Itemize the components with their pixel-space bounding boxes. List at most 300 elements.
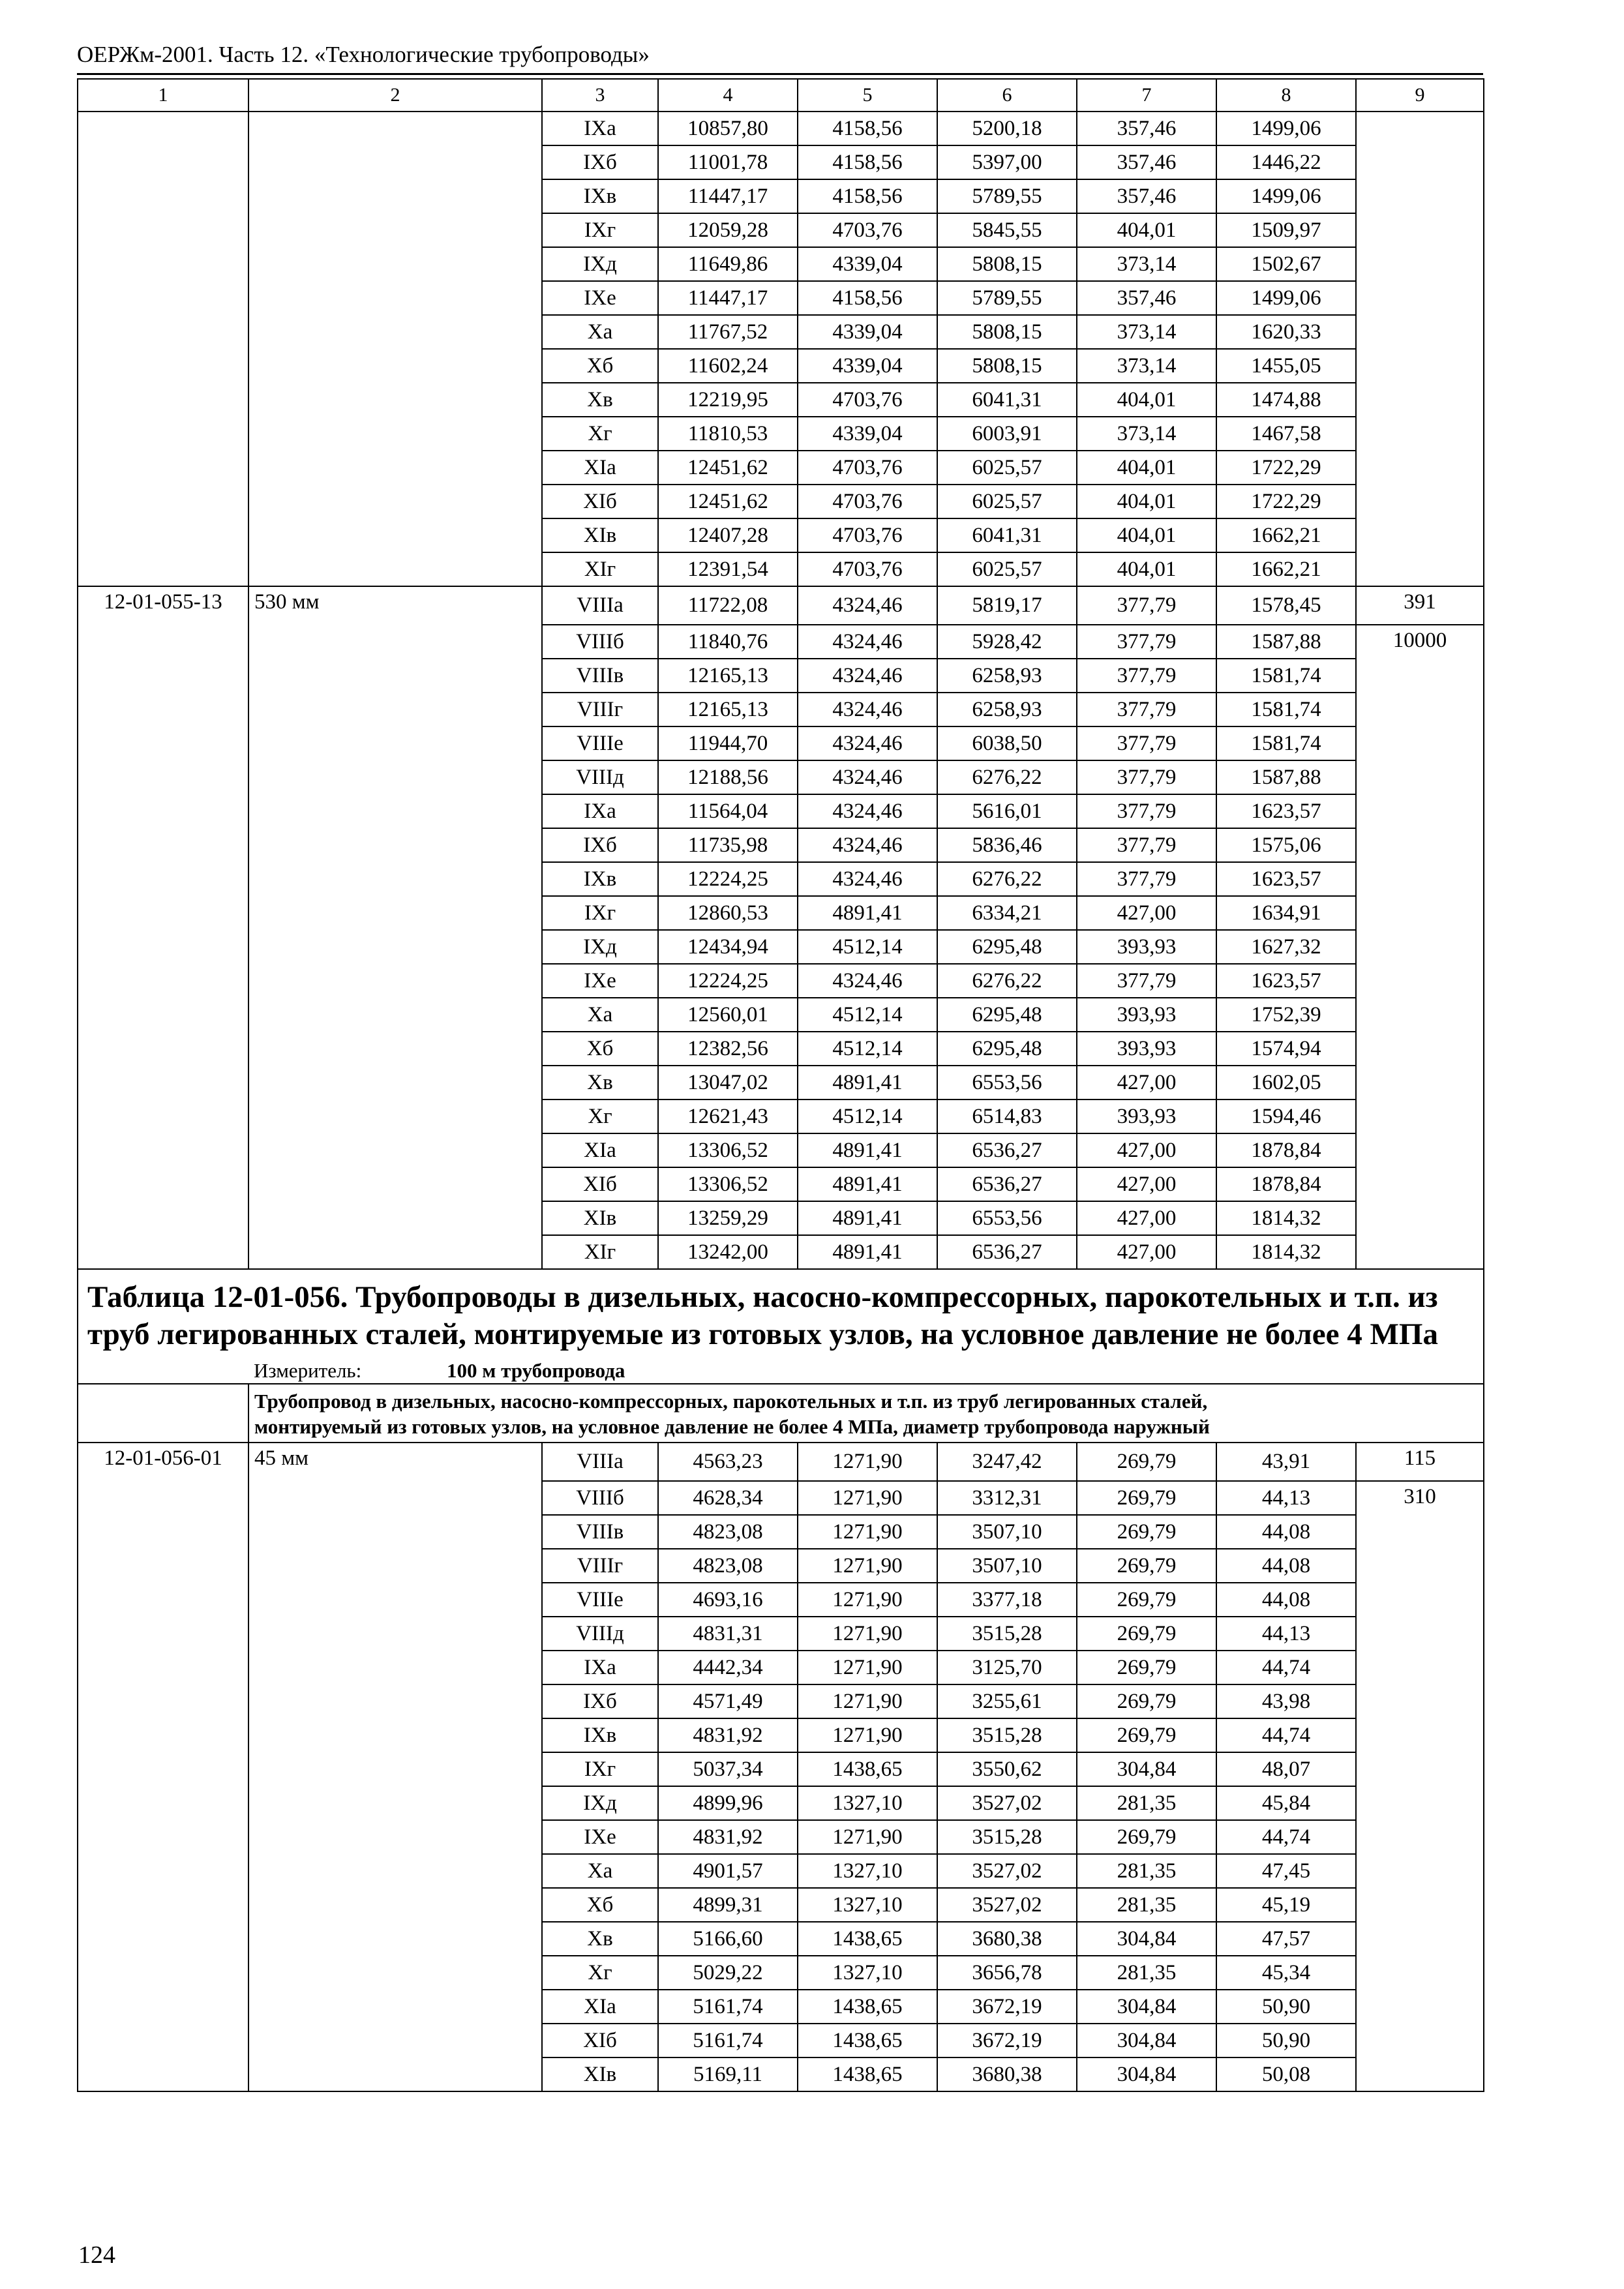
region-zone: VIIIб bbox=[542, 625, 658, 659]
cost-value: 44,08 bbox=[1216, 1583, 1356, 1617]
cost-value: 404,01 bbox=[1077, 518, 1216, 552]
column-number: 4 bbox=[658, 79, 798, 112]
cost-value: 4324,46 bbox=[798, 726, 937, 760]
cost-value: 4158,56 bbox=[798, 145, 937, 179]
cost-value: 6038,50 bbox=[937, 726, 1077, 760]
resource-code: 310 bbox=[1356, 1481, 1484, 2091]
cost-value: 13242,00 bbox=[658, 1235, 798, 1269]
cost-value: 377,79 bbox=[1077, 693, 1216, 726]
cost-value: 1455,05 bbox=[1216, 349, 1356, 383]
cost-value: 4628,34 bbox=[658, 1481, 798, 1515]
cost-value: 13306,52 bbox=[658, 1167, 798, 1201]
cost-value: 1271,90 bbox=[798, 1684, 937, 1718]
cost-value: 1271,90 bbox=[798, 1549, 937, 1583]
cost-value: 1581,74 bbox=[1216, 726, 1356, 760]
cost-value: 3672,19 bbox=[937, 2024, 1077, 2057]
column-number: 5 bbox=[798, 79, 937, 112]
cost-value: 4339,04 bbox=[798, 349, 937, 383]
cost-value: 4512,14 bbox=[798, 1100, 937, 1133]
region-zone: Xв bbox=[542, 1922, 658, 1956]
region-zone: XIг bbox=[542, 552, 658, 586]
cost-value: 6276,22 bbox=[937, 964, 1077, 998]
cost-value: 1446,22 bbox=[1216, 145, 1356, 179]
cost-value: 12224,25 bbox=[658, 862, 798, 896]
cost-value: 1634,91 bbox=[1216, 896, 1356, 930]
cost-value: 377,79 bbox=[1077, 828, 1216, 862]
cost-value: 6025,57 bbox=[937, 451, 1077, 485]
region-zone: Xб bbox=[542, 1888, 658, 1922]
cost-value: 6258,93 bbox=[937, 659, 1077, 693]
cost-value: 1271,90 bbox=[798, 1617, 937, 1651]
cost-value: 11767,52 bbox=[658, 315, 798, 349]
region-zone: IXг bbox=[542, 1752, 658, 1786]
cost-value: 3507,10 bbox=[937, 1549, 1077, 1583]
description-line: Трубопровод в дизельных, насосно-компрессорных, парокотельных и т.п. из труб легированных сталей, bbox=[254, 1390, 1208, 1413]
cost-value: 12451,62 bbox=[658, 451, 798, 485]
cost-value: 3515,28 bbox=[937, 1718, 1077, 1752]
cost-value: 12165,13 bbox=[658, 659, 798, 693]
cost-value: 1662,21 bbox=[1216, 518, 1356, 552]
region-zone: Xг bbox=[542, 1100, 658, 1133]
cost-value: 4158,56 bbox=[798, 281, 937, 315]
cost-value: 6003,91 bbox=[937, 417, 1077, 451]
region-zone: XIг bbox=[542, 1235, 658, 1269]
cost-value: 1620,33 bbox=[1216, 315, 1356, 349]
region-zone: VIIIб bbox=[542, 1481, 658, 1515]
cost-value: 1271,90 bbox=[798, 1651, 937, 1684]
cost-value: 5819,17 bbox=[937, 586, 1077, 625]
cost-value: 6334,21 bbox=[937, 896, 1077, 930]
cost-value: 1581,74 bbox=[1216, 659, 1356, 693]
cost-value: 4703,76 bbox=[798, 518, 937, 552]
cost-value: 6025,57 bbox=[937, 485, 1077, 518]
cost-value: 4324,46 bbox=[798, 760, 937, 794]
cost-value: 377,79 bbox=[1077, 726, 1216, 760]
meter-row bbox=[78, 1357, 1484, 1384]
cost-value: 1467,58 bbox=[1216, 417, 1356, 451]
cost-value: 377,79 bbox=[1077, 625, 1216, 659]
cost-value: 1814,32 bbox=[1216, 1201, 1356, 1235]
cost-value: 1499,06 bbox=[1216, 112, 1356, 145]
cost-value: 4703,76 bbox=[798, 213, 937, 247]
region-zone: IXд bbox=[542, 1786, 658, 1820]
cost-value: 5200,18 bbox=[937, 112, 1077, 145]
cost-value: 44,74 bbox=[1216, 1651, 1356, 1684]
cost-value: 4891,41 bbox=[798, 896, 937, 930]
cost-value: 1722,29 bbox=[1216, 485, 1356, 518]
pipe-diameter bbox=[248, 112, 542, 586]
cost-value: 427,00 bbox=[1077, 1235, 1216, 1269]
cost-value: 4831,92 bbox=[658, 1718, 798, 1752]
cost-value: 11447,17 bbox=[658, 281, 798, 315]
cost-value: 4703,76 bbox=[798, 383, 937, 417]
cost-value: 4512,14 bbox=[798, 930, 937, 964]
cost-value: 357,46 bbox=[1077, 179, 1216, 213]
region-zone: XIб bbox=[542, 2024, 658, 2057]
cost-value: 4324,46 bbox=[798, 828, 937, 862]
cost-value: 1271,90 bbox=[798, 1583, 937, 1617]
cost-value: 1578,45 bbox=[1216, 586, 1356, 625]
cost-value: 1327,10 bbox=[798, 1854, 937, 1888]
cost-value: 5789,55 bbox=[937, 179, 1077, 213]
cost-value: 1627,32 bbox=[1216, 930, 1356, 964]
cost-value: 12188,56 bbox=[658, 760, 798, 794]
cost-value: 3680,38 bbox=[937, 1922, 1077, 1956]
cost-value: 5808,15 bbox=[937, 247, 1077, 281]
cost-value: 377,79 bbox=[1077, 862, 1216, 896]
table-row bbox=[78, 586, 1484, 625]
cost-value: 269,79 bbox=[1077, 1651, 1216, 1684]
cost-value: 1327,10 bbox=[798, 1956, 937, 1990]
cost-value: 12165,13 bbox=[658, 693, 798, 726]
rate-code: 12-01-055-13 bbox=[78, 586, 248, 1269]
cost-value: 4703,76 bbox=[798, 485, 937, 518]
cost-value: 1438,65 bbox=[798, 1752, 937, 1786]
cost-value: 4339,04 bbox=[798, 417, 937, 451]
region-zone: VIIIг bbox=[542, 693, 658, 726]
cost-value: 404,01 bbox=[1077, 383, 1216, 417]
cost-value: 5808,15 bbox=[937, 315, 1077, 349]
cost-value: 12451,62 bbox=[658, 485, 798, 518]
region-zone: XIа bbox=[542, 1133, 658, 1167]
description-row bbox=[78, 1384, 1484, 1443]
table-row bbox=[78, 112, 1484, 145]
cost-value: 1499,06 bbox=[1216, 281, 1356, 315]
cost-value: 50,90 bbox=[1216, 1990, 1356, 2024]
cost-value: 1662,21 bbox=[1216, 552, 1356, 586]
cost-value: 269,79 bbox=[1077, 1583, 1216, 1617]
cost-value: 1587,88 bbox=[1216, 760, 1356, 794]
cost-value: 3255,61 bbox=[937, 1684, 1077, 1718]
cost-value: 5037,34 bbox=[658, 1752, 798, 1786]
cost-value: 269,79 bbox=[1077, 1617, 1216, 1651]
cost-value: 5397,00 bbox=[937, 145, 1077, 179]
cost-value: 12560,01 bbox=[658, 998, 798, 1032]
cost-value: 4703,76 bbox=[798, 552, 937, 586]
cost-value: 6041,31 bbox=[937, 518, 1077, 552]
cost-value: 1438,65 bbox=[798, 1990, 937, 2024]
column-number: 8 bbox=[1216, 79, 1356, 112]
cost-value: 1499,06 bbox=[1216, 179, 1356, 213]
cost-value: 357,46 bbox=[1077, 112, 1216, 145]
cost-value: 1438,65 bbox=[798, 1922, 937, 1956]
region-zone: Xа bbox=[542, 998, 658, 1032]
cost-value: 4512,14 bbox=[798, 1032, 937, 1066]
column-number: 3 bbox=[542, 79, 658, 112]
cost-value: 1474,88 bbox=[1216, 383, 1356, 417]
cost-value: 6041,31 bbox=[937, 383, 1077, 417]
column-number: 9 bbox=[1356, 79, 1484, 112]
cost-value: 1602,05 bbox=[1216, 1066, 1356, 1100]
region-zone: IXб bbox=[542, 145, 658, 179]
region-zone: IXа bbox=[542, 794, 658, 828]
cost-value: 1594,46 bbox=[1216, 1100, 1356, 1133]
header-rule bbox=[77, 73, 1483, 75]
cost-value: 269,79 bbox=[1077, 1684, 1216, 1718]
cost-value: 393,93 bbox=[1077, 1100, 1216, 1133]
cost-value: 12434,94 bbox=[658, 930, 798, 964]
cost-value: 269,79 bbox=[1077, 1481, 1216, 1515]
cost-value: 4571,49 bbox=[658, 1684, 798, 1718]
region-zone: IXб bbox=[542, 1684, 658, 1718]
cost-value: 12219,95 bbox=[658, 383, 798, 417]
cost-value: 1271,90 bbox=[798, 1718, 937, 1752]
region-zone: IXе bbox=[542, 964, 658, 998]
cost-value: 5808,15 bbox=[937, 349, 1077, 383]
cost-value: 45,19 bbox=[1216, 1888, 1356, 1922]
section-title-row bbox=[78, 1269, 1484, 1357]
cost-value: 4324,46 bbox=[798, 964, 937, 998]
cost-value: 13306,52 bbox=[658, 1133, 798, 1167]
cost-value: 1878,84 bbox=[1216, 1167, 1356, 1201]
cost-value: 4899,31 bbox=[658, 1888, 798, 1922]
cost-value: 269,79 bbox=[1077, 1515, 1216, 1549]
cost-value: 5161,74 bbox=[658, 1990, 798, 2024]
cost-value: 44,13 bbox=[1216, 1481, 1356, 1515]
cost-value: 4891,41 bbox=[798, 1066, 937, 1100]
cost-value: 304,84 bbox=[1077, 2024, 1216, 2057]
column-number: 6 bbox=[937, 79, 1077, 112]
cost-value: 304,84 bbox=[1077, 1752, 1216, 1786]
cost-value: 3680,38 bbox=[937, 2057, 1077, 2091]
cost-value: 44,13 bbox=[1216, 1617, 1356, 1651]
cost-value: 373,14 bbox=[1077, 315, 1216, 349]
cost-value: 11649,86 bbox=[658, 247, 798, 281]
region-zone: IXа bbox=[542, 1651, 658, 1684]
region-zone: XIб bbox=[542, 1167, 658, 1201]
cost-value: 4823,08 bbox=[658, 1549, 798, 1583]
cost-value: 1752,39 bbox=[1216, 998, 1356, 1032]
region-zone: IXг bbox=[542, 896, 658, 930]
cost-value: 3125,70 bbox=[937, 1651, 1077, 1684]
cost-value: 11447,17 bbox=[658, 179, 798, 213]
cost-value: 6295,48 bbox=[937, 1032, 1077, 1066]
meter-value: 100 м трубопровода bbox=[447, 1358, 625, 1382]
cost-value: 47,57 bbox=[1216, 1922, 1356, 1956]
region-zone: IXв bbox=[542, 862, 658, 896]
cost-value: 427,00 bbox=[1077, 1167, 1216, 1201]
cost-value: 4693,16 bbox=[658, 1583, 798, 1617]
region-zone: IXе bbox=[542, 281, 658, 315]
cost-value: 4891,41 bbox=[798, 1133, 937, 1167]
cost-value: 11564,04 bbox=[658, 794, 798, 828]
cost-value: 48,07 bbox=[1216, 1752, 1356, 1786]
cost-value: 6514,83 bbox=[937, 1100, 1077, 1133]
cost-value: 12621,43 bbox=[658, 1100, 798, 1133]
cost-value: 50,08 bbox=[1216, 2057, 1356, 2091]
cost-value: 3656,78 bbox=[937, 1956, 1077, 1990]
region-zone: XIв bbox=[542, 1201, 658, 1235]
meter-label: Измеритель: bbox=[254, 1358, 362, 1382]
cost-value: 4899,96 bbox=[658, 1786, 798, 1820]
region-zone: VIIIа bbox=[542, 586, 658, 625]
region-zone: XIв bbox=[542, 2057, 658, 2091]
cost-value: 3550,62 bbox=[937, 1752, 1077, 1786]
cost-value: 4339,04 bbox=[798, 247, 937, 281]
cost-value: 1574,94 bbox=[1216, 1032, 1356, 1066]
region-zone: XIв bbox=[542, 518, 658, 552]
cost-value: 404,01 bbox=[1077, 451, 1216, 485]
cost-value: 4324,46 bbox=[798, 794, 937, 828]
cost-value: 4324,46 bbox=[798, 659, 937, 693]
cost-value: 3515,28 bbox=[937, 1820, 1077, 1854]
page-number: 124 bbox=[78, 2241, 115, 2269]
cost-value: 50,90 bbox=[1216, 2024, 1356, 2057]
cost-value: 11602,24 bbox=[658, 349, 798, 383]
cost-value: 13047,02 bbox=[658, 1066, 798, 1100]
cost-value: 6553,56 bbox=[937, 1066, 1077, 1100]
cost-value: 44,74 bbox=[1216, 1718, 1356, 1752]
cost-value: 5845,55 bbox=[937, 213, 1077, 247]
cost-value: 11840,76 bbox=[658, 625, 798, 659]
cost-value: 5789,55 bbox=[937, 281, 1077, 315]
cost-value: 5616,01 bbox=[937, 794, 1077, 828]
page-header: ОЕРЖм-2001. Часть 12. «Технологические трубопроводы» bbox=[77, 42, 650, 67]
cost-value: 43,98 bbox=[1216, 1684, 1356, 1718]
cost-value: 4324,46 bbox=[798, 693, 937, 726]
cost-value: 43,91 bbox=[1216, 1443, 1356, 1481]
cost-value: 1327,10 bbox=[798, 1888, 937, 1922]
cost-value: 11944,70 bbox=[658, 726, 798, 760]
region-zone: IXд bbox=[542, 930, 658, 964]
description bbox=[248, 1384, 1484, 1443]
cost-value: 404,01 bbox=[1077, 552, 1216, 586]
cost-value: 6276,22 bbox=[937, 760, 1077, 794]
cost-value: 304,84 bbox=[1077, 1922, 1216, 1956]
cost-value: 45,84 bbox=[1216, 1786, 1356, 1820]
cost-value: 373,14 bbox=[1077, 247, 1216, 281]
cost-value: 11735,98 bbox=[658, 828, 798, 862]
cost-value: 1623,57 bbox=[1216, 862, 1356, 896]
region-zone: IXв bbox=[542, 179, 658, 213]
cost-value: 427,00 bbox=[1077, 896, 1216, 930]
cost-value: 4891,41 bbox=[798, 1167, 937, 1201]
cost-value: 6258,93 bbox=[937, 693, 1077, 726]
cost-value: 6295,48 bbox=[937, 930, 1077, 964]
resource-code: 10000 bbox=[1356, 625, 1484, 1269]
cost-value: 393,93 bbox=[1077, 998, 1216, 1032]
cost-value: 304,84 bbox=[1077, 2057, 1216, 2091]
cost-value: 1438,65 bbox=[798, 2024, 937, 2057]
cost-value: 11810,53 bbox=[658, 417, 798, 451]
pipe-diameter: 45 мм bbox=[248, 1443, 542, 2091]
cost-value: 281,35 bbox=[1077, 1888, 1216, 1922]
cost-value: 404,01 bbox=[1077, 485, 1216, 518]
cost-value: 281,35 bbox=[1077, 1854, 1216, 1888]
cost-value: 44,74 bbox=[1216, 1820, 1356, 1854]
cost-value: 13259,29 bbox=[658, 1201, 798, 1235]
region-zone: Xб bbox=[542, 349, 658, 383]
region-zone: Xб bbox=[542, 1032, 658, 1066]
cost-value: 4324,46 bbox=[798, 862, 937, 896]
cost-value: 1814,32 bbox=[1216, 1235, 1356, 1269]
column-number: 2 bbox=[248, 79, 542, 112]
cost-value: 45,34 bbox=[1216, 1956, 1356, 1990]
cost-value: 3515,28 bbox=[937, 1617, 1077, 1651]
cost-value: 281,35 bbox=[1077, 1786, 1216, 1820]
cost-value: 1271,90 bbox=[798, 1443, 937, 1481]
cost-value: 6276,22 bbox=[937, 862, 1077, 896]
cost-value: 4324,46 bbox=[798, 625, 937, 659]
cost-value: 3527,02 bbox=[937, 1786, 1077, 1820]
cost-value: 10857,80 bbox=[658, 112, 798, 145]
cost-value: 6025,57 bbox=[937, 552, 1077, 586]
table-title: Таблица 12-01-056. Трубопроводы в дизельных, насосно-компрессорных, парокотельных и т.п. из труб легированных сталей, монтируемые из готовых узлов, на условное давление не более 4 МПа bbox=[78, 1269, 1484, 1357]
cost-value: 4512,14 bbox=[798, 998, 937, 1032]
region-zone: Xг bbox=[542, 417, 658, 451]
cost-value: 4563,23 bbox=[658, 1443, 798, 1481]
cost-value: 4891,41 bbox=[798, 1201, 937, 1235]
rates-table-body bbox=[78, 79, 1484, 2091]
region-zone: Xв bbox=[542, 383, 658, 417]
cost-value: 393,93 bbox=[1077, 1032, 1216, 1066]
region-zone: VIIIе bbox=[542, 1583, 658, 1617]
cost-value: 1271,90 bbox=[798, 1481, 937, 1515]
cost-value: 47,45 bbox=[1216, 1854, 1356, 1888]
cost-value: 12407,28 bbox=[658, 518, 798, 552]
cost-value: 427,00 bbox=[1077, 1201, 1216, 1235]
cost-value: 1327,10 bbox=[798, 1786, 937, 1820]
cost-value: 1722,29 bbox=[1216, 451, 1356, 485]
cost-value: 5836,46 bbox=[937, 828, 1077, 862]
resource-code bbox=[1356, 112, 1484, 586]
region-zone: VIIIв bbox=[542, 659, 658, 693]
region-zone: IXа bbox=[542, 112, 658, 145]
cost-value: 11001,78 bbox=[658, 145, 798, 179]
cost-value: 4339,04 bbox=[798, 315, 937, 349]
cost-value: 4442,34 bbox=[658, 1651, 798, 1684]
cost-value: 6536,27 bbox=[937, 1235, 1077, 1269]
region-zone: IXг bbox=[542, 213, 658, 247]
region-zone: VIIIг bbox=[542, 1549, 658, 1583]
cost-value: 269,79 bbox=[1077, 1443, 1216, 1481]
cost-value: 4823,08 bbox=[658, 1515, 798, 1549]
cost-value: 269,79 bbox=[1077, 1549, 1216, 1583]
rate-code: 12-01-056-01 bbox=[78, 1443, 248, 2091]
region-zone: Xв bbox=[542, 1066, 658, 1100]
column-number-row bbox=[78, 79, 1484, 112]
cost-value: 44,08 bbox=[1216, 1549, 1356, 1583]
cost-value: 3672,19 bbox=[937, 1990, 1077, 2024]
cost-value: 4703,76 bbox=[798, 451, 937, 485]
region-zone: XIа bbox=[542, 451, 658, 485]
cost-value: 1502,67 bbox=[1216, 247, 1356, 281]
cost-value: 1271,90 bbox=[798, 1515, 937, 1549]
region-zone: Xг bbox=[542, 1956, 658, 1990]
cost-value: 12391,54 bbox=[658, 552, 798, 586]
cost-value: 377,79 bbox=[1077, 964, 1216, 998]
cost-value: 4831,92 bbox=[658, 1820, 798, 1854]
cost-value: 6553,56 bbox=[937, 1201, 1077, 1235]
pipe-diameter: 530 мм bbox=[248, 586, 542, 1269]
cost-value: 1623,57 bbox=[1216, 794, 1356, 828]
cost-value: 44,08 bbox=[1216, 1515, 1356, 1549]
cost-value: 3247,42 bbox=[937, 1443, 1077, 1481]
cost-value: 269,79 bbox=[1077, 1718, 1216, 1752]
cost-value: 12860,53 bbox=[658, 896, 798, 930]
cost-value: 4324,46 bbox=[798, 586, 937, 625]
meter-spacer bbox=[78, 1357, 248, 1384]
cost-value: 357,46 bbox=[1077, 281, 1216, 315]
cost-value: 1438,65 bbox=[798, 2057, 937, 2091]
cost-value: 4158,56 bbox=[798, 179, 937, 213]
region-zone: IXе bbox=[542, 1820, 658, 1854]
cost-value: 12382,56 bbox=[658, 1032, 798, 1066]
rates-table bbox=[77, 78, 1484, 2092]
cost-value: 373,14 bbox=[1077, 349, 1216, 383]
cost-value: 304,84 bbox=[1077, 1990, 1216, 2024]
cost-value: 281,35 bbox=[1077, 1956, 1216, 1990]
